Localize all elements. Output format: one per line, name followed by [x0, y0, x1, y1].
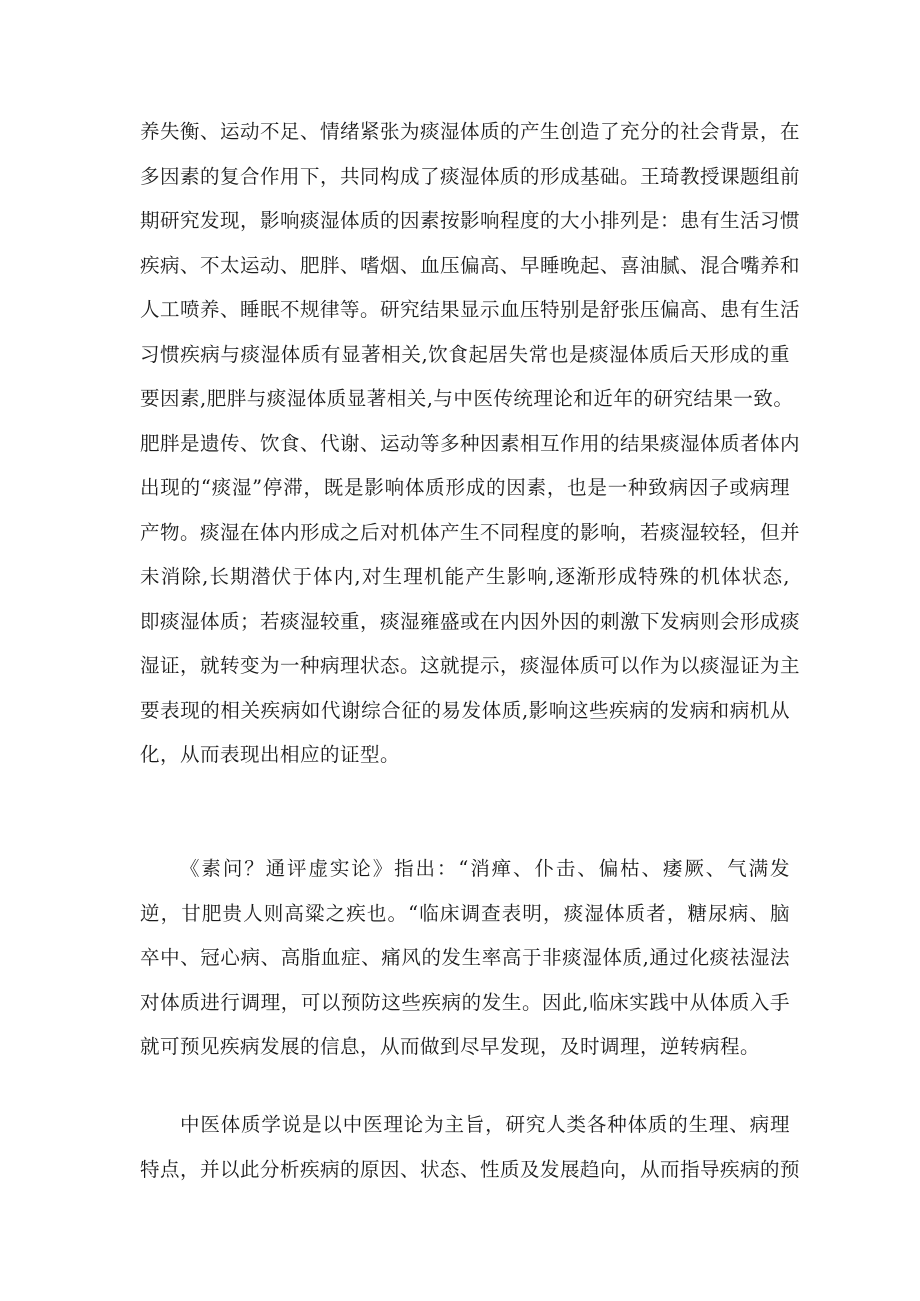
text-line: 逆，甘肥贵人则高粱之疾也。“临床调查表明，痰湿体质者，糖尿病、脑 [140, 901, 790, 925]
text-line: 《素问？通评虚实论》指出：“消瘅、仆击、偏枯、痿厥、气满发 [180, 857, 790, 880]
text-line: 未消除,长期潜伏于体内,对生理机能产生影响,逐渐形成特殊的机体状态, [140, 565, 790, 588]
text-line: 化，从而表现出相应的证型。 [140, 743, 401, 766]
text-line: 疾病、不太运动、肥胖、嗜烟、血压偏高、早睡晚起、喜油腻、混合嘴养和 [140, 253, 801, 277]
text-line: 习惯疾病与痰湿体质有显著相关,饮食起居失常也是痰湿体质后天形成的重 [140, 342, 790, 366]
text-line: 多因素的复合作用下，共同构成了痰湿体质的形成基础。王琦教授课题组前 [140, 164, 801, 188]
text-line: 即痰湿体质；若痰湿较重，痰湿雍盛或在内因外因的刺激下发病则会形成痰 [140, 609, 801, 633]
text-line: 对体质进行调理，可以预防这些疾病的发生。因此,临床实践中从体质入手 [140, 990, 790, 1014]
text-line: 期研究发现，影响痰湿体质的因素按影响程度的大小排列是：患有生活习惯 [140, 209, 801, 232]
paragraph-1 [140, 110, 801, 778]
text-line: 特点，并以此分析疾病的原因、状态、性质及发展趋向，从而指导疾病的预 [140, 1157, 801, 1181]
text-line: 人工喷养、睡眠不规律等。研究结果显示血压特别是舒张压偏高、患有生活 [140, 298, 801, 321]
paragraph-2 [140, 847, 790, 1070]
text-line: 产物。痰湿在体内形成之后对机体产生不同程度的影响，若痰湿较轻，但并 [140, 520, 801, 544]
text-line: 要表现的相关疾病如代谢综合征的易发体质,影响这些疾病的发病和病机从 [140, 698, 790, 722]
text-line: 养失衡、运动不足、情绪紧张为痰湿体质的产生创造了充分的社会背景，在 [140, 120, 801, 143]
paragraph-3 [140, 1103, 801, 1192]
text-line: 肥胖是遗传、饮食、代谢、运动等多种因素相互作用的结果痰湿体质者体内 [140, 431, 801, 455]
text-line: 湿证，就转变为一种病理状态。这就提示，痰湿体质可以作为以痰湿证为主 [140, 654, 801, 677]
text-line: 卒中、冠心病、高脂血症、痛风的发生率高于非痰湿体质,通过化痰祛湿法 [140, 946, 790, 969]
text-line: 就可预见疾病发展的信息，从而做到尽早发现，及时调理，逆转病程。 [140, 1035, 761, 1058]
text-line: 要因素,肥胖与痰湿体质显著相关,与中医传统理论和近年的研究结果一致。 [140, 387, 794, 410]
text-line: 中医体质学说是以中医理论为主旨，研究人类各种体质的生理、病理 [180, 1113, 790, 1136]
text-line: 出现的“痰湿”停滞，既是影响体质形成的因素，也是一种致病因子或病理 [140, 476, 790, 499]
